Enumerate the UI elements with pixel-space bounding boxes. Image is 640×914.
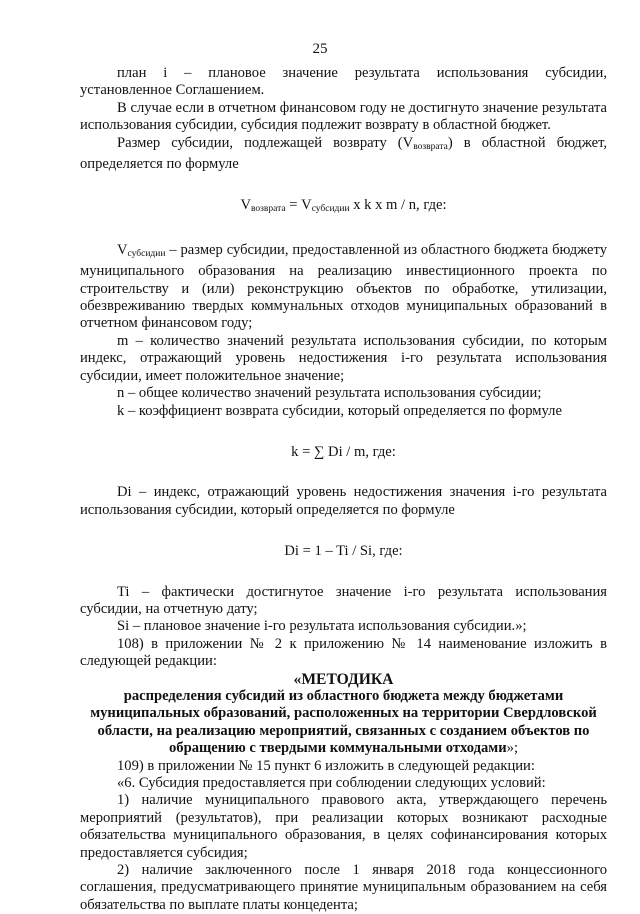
paragraph (80, 242, 607, 333)
text-run: Размер субсидии, подлежащей возврату (V (117, 134, 414, 151)
subscript: возврата (250, 204, 286, 215)
paragraph: Si – плановое значение i-го результата использования субсидии.»; (117, 618, 527, 635)
subscript: субсидии (311, 204, 350, 215)
formula-k: k = ∑ Di / m, где: (291, 443, 396, 460)
paragraph: Di – индекс, отражающий уровень недостижения значения i-го результата использования субсидии, который определяется по формуле (80, 484, 607, 518)
methodology-title: «МЕТОДИКА (293, 670, 394, 688)
formula-return (80, 197, 607, 218)
subscript: возврата (413, 141, 448, 152)
paragraph: m – количество значений результата использования субсидии, по которым индекс, отражающий уровень недостижения i-го результата использования субсидии, имеет положительное значение; (80, 332, 607, 384)
document-body (80, 65, 607, 914)
paragraph: 1) наличие муниципального правового акта, утверждающего перечень мероприятий (результатов), при реализации которых возникают расходные обязательства муниципального образования, в целях софинансирования которых предоставляется субсидия; (80, 792, 607, 861)
text-run: V (117, 241, 128, 258)
paragraph: 2) наличие заключенного после 1 января 2018 года концессионного соглашения, предусматривающего принятие муниципальным образованием на себя обязательства по выплате платы концедента; (80, 862, 607, 913)
page-number: 25 (312, 41, 328, 57)
paragraph: n – общее количество значений результата использования субсидии; (117, 385, 542, 402)
paragraph (80, 135, 607, 174)
text-run: V (240, 197, 251, 214)
paragraph: 108) в приложении № 2 к приложению № 14 наименование изложить в следующей редакции: (80, 635, 607, 670)
paragraph: 109) в приложении № 15 пункт 6 изложить в следующей редакции: (117, 757, 535, 774)
text-run: – размер субсидии, предоставленной из областного бюджета бюджету муниципального образования на реализацию инвестиционного проекта по строительству и (или) реконструкцию объектов по обработке, утилизации, обезвреживанию твердых коммунальных отходов муниципальных образований в отчетном финансовом году; (80, 241, 607, 332)
methodology-subtitle (80, 688, 607, 758)
text-run: = V (285, 197, 312, 214)
text-run: »; (506, 740, 518, 757)
paragraph: план i – плановое значение результата использования субсидии, установленное Соглашением. (80, 65, 607, 99)
text-run: ) в областной бюджет, определяется по формуле (80, 134, 607, 173)
text-run: распределения субсидий из областного бюджета между бюджетами муниципальных образований, расположенных на территории Свердловской области, на реализацию мероприятий, связанных с созданием объектов по обращению с твердыми коммунальными отходами (90, 687, 597, 757)
text-run: x k x m / n, где: (349, 197, 447, 214)
paragraph: В случае если в отчетном финансовом году не достигнуто значение результата использования субсидии, субсидия подлежит возврату в областной бюджет. (80, 99, 607, 134)
formula-di: Di = 1 – Ti / Si, где: (284, 543, 403, 560)
paragraph: k – коэффициент возврата субсидии, который определяется по формуле (117, 402, 562, 419)
paragraph: «6. Субсидия предоставляется при соблюдении следующих условий: (117, 775, 546, 791)
subscript: субсидии (127, 248, 166, 259)
paragraph: Ti – фактически достигнутое значение i-го результата использования субсидии, на отчетную дату; (80, 583, 607, 617)
